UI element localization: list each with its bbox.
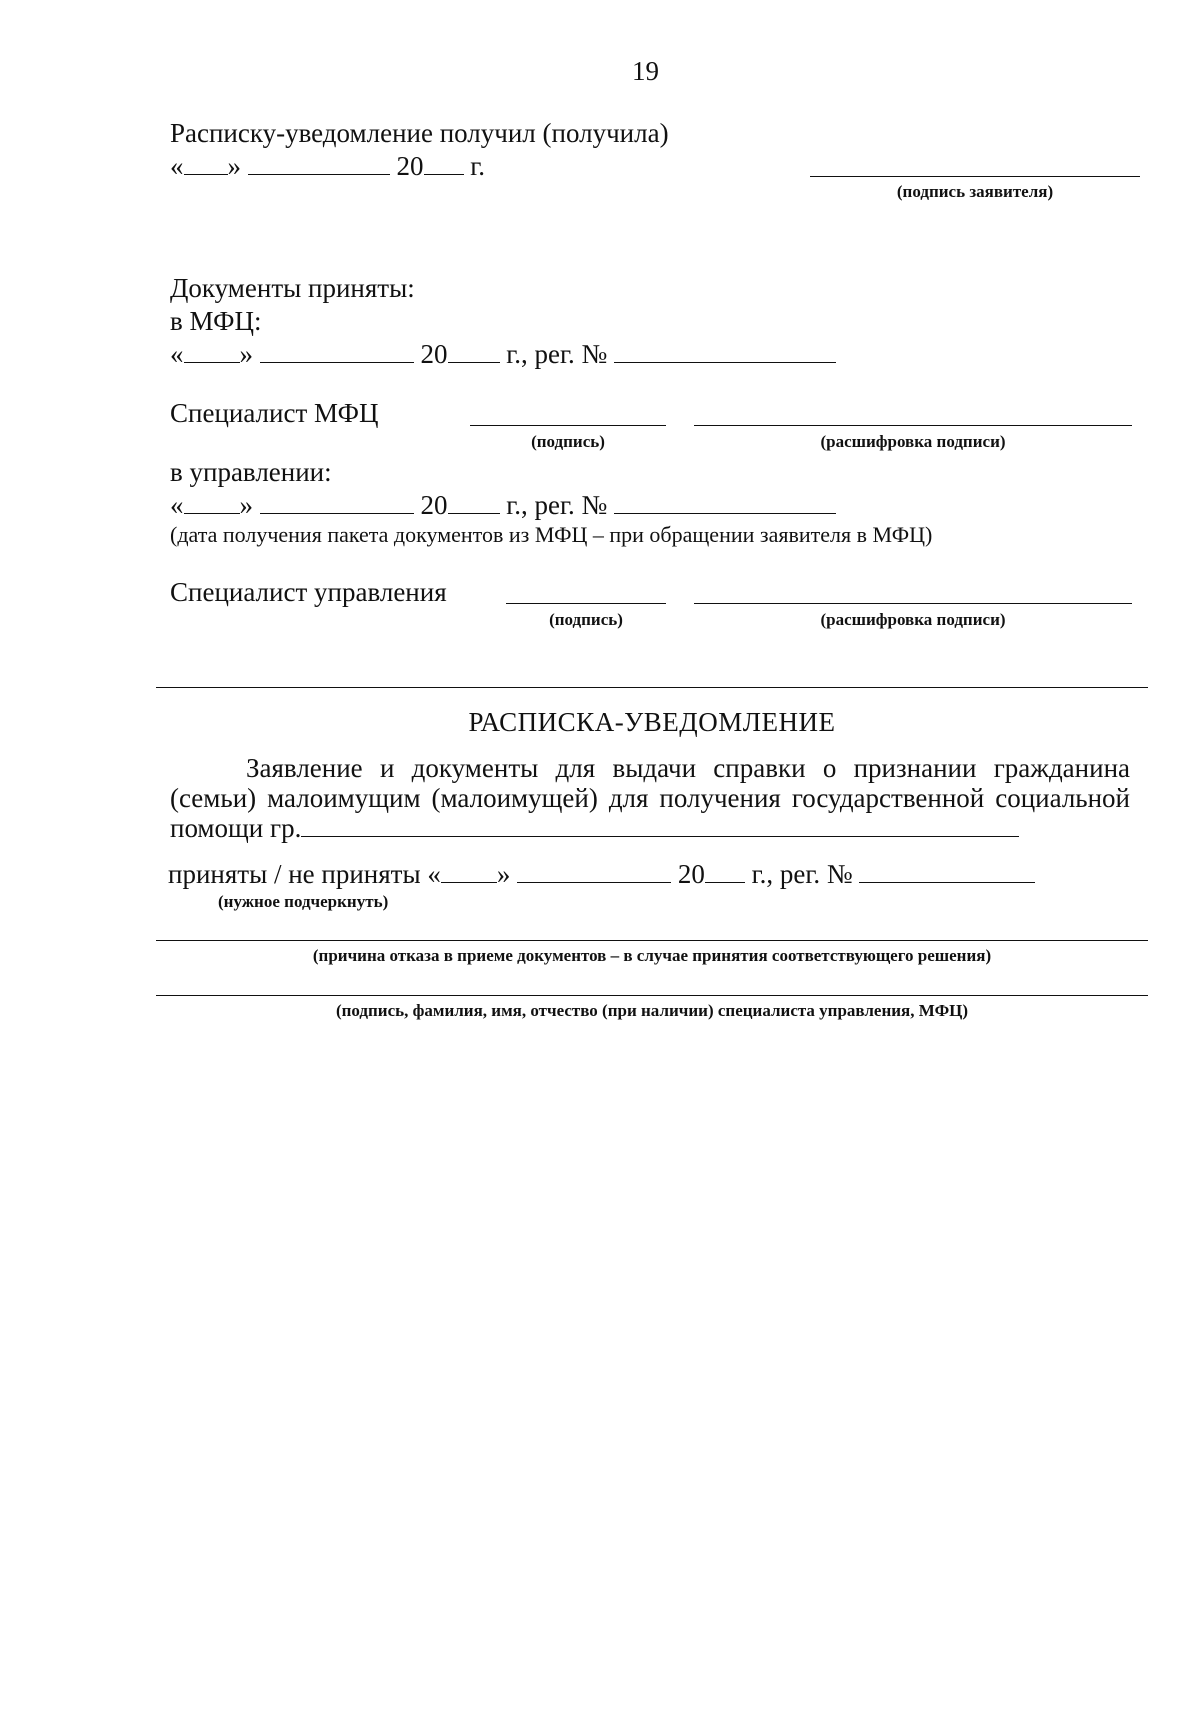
mfc-label: в МФЦ:	[170, 306, 262, 336]
mfc-signature-caption: (подпись)	[531, 432, 605, 451]
year-blank	[705, 858, 745, 883]
open-quote: «	[170, 339, 184, 369]
year-prefix: 20	[420, 339, 448, 369]
reg-label: г., рег. №	[506, 490, 608, 520]
mfc-decode-caption: (расшифровка подписи)	[820, 432, 1006, 451]
month-blank	[248, 150, 390, 175]
reg-number-blank	[614, 489, 836, 514]
citizen-name-blank	[301, 814, 1019, 837]
year-prefix: 20	[420, 490, 448, 520]
day-blank	[184, 489, 240, 514]
receipt-received-title: Расписку-уведомление получил (получила)	[170, 118, 669, 148]
mfc-decode-line	[694, 425, 1132, 426]
year-blank	[448, 489, 500, 514]
refusal-reason-line	[156, 940, 1148, 941]
month-blank	[517, 858, 671, 883]
mfc-specialist-label: Специалист МФЦ	[170, 398, 379, 428]
close-quote: »	[227, 151, 241, 181]
notice-title: РАСПИСКА-УВЕДОМЛЕНИЕ	[468, 707, 836, 737]
notice-paragraph	[170, 753, 1130, 843]
close-quote: »	[239, 339, 253, 369]
year-prefix: 20	[396, 151, 424, 181]
specialist-line	[156, 995, 1148, 996]
department-decode-caption: (расшифровка подписи)	[820, 610, 1006, 629]
page-number: 19	[632, 56, 659, 86]
reg-number-blank	[614, 338, 836, 363]
department-label: в управлении:	[170, 457, 332, 487]
day-blank	[184, 150, 228, 175]
department-signature-line	[506, 603, 666, 604]
accepted-label: приняты / не приняты «	[168, 859, 441, 889]
applicant-signature-caption: (подпись заявителя)	[896, 182, 1054, 201]
notice-paragraph-text: Заявление и документы для выдачи справки о признании гражданина (семьи) малоимущим (малоимущей) для получения государственной социальной помощи гр.	[170, 753, 1130, 843]
notice-accepted-line	[168, 858, 1035, 890]
receipt-date-line	[170, 150, 485, 182]
applicant-signature-line	[810, 176, 1140, 177]
close-quote: »	[239, 490, 253, 520]
department-decode-line	[694, 603, 1132, 604]
cut-line	[156, 687, 1148, 688]
day-blank	[184, 338, 240, 363]
department-date-note: (дата получения пакета документов из МФЦ – при обращении заявителя в МФЦ)	[170, 522, 933, 547]
department-signature-caption: (подпись)	[549, 610, 623, 629]
reg-number-blank	[859, 858, 1035, 883]
month-blank	[260, 338, 414, 363]
underline-note: (нужное подчеркнуть)	[218, 892, 389, 911]
refusal-reason-caption: (причина отказа в приеме документов – в случае принятия соответствующего решения)	[312, 946, 992, 965]
day-blank	[441, 858, 497, 883]
specialist-caption: (подпись, фамилия, имя, отчество (при наличии) специалиста управления, МФЦ)	[335, 1001, 969, 1020]
month-blank	[260, 489, 414, 514]
reg-label: г., рег. №	[751, 859, 853, 889]
year-blank	[424, 150, 464, 175]
mfc-date-line	[170, 338, 836, 370]
department-date-line	[170, 489, 836, 521]
mfc-signature-line	[470, 425, 666, 426]
reg-label: г., рег. №	[506, 339, 608, 369]
open-quote: «	[170, 151, 184, 181]
documents-accepted-title: Документы приняты:	[170, 273, 415, 303]
year-prefix: 20	[677, 859, 705, 889]
close-quote: »	[496, 859, 511, 889]
year-suffix: г.	[470, 151, 486, 181]
open-quote: «	[170, 490, 184, 520]
department-specialist-label: Специалист управления	[170, 577, 447, 607]
year-blank	[448, 338, 500, 363]
